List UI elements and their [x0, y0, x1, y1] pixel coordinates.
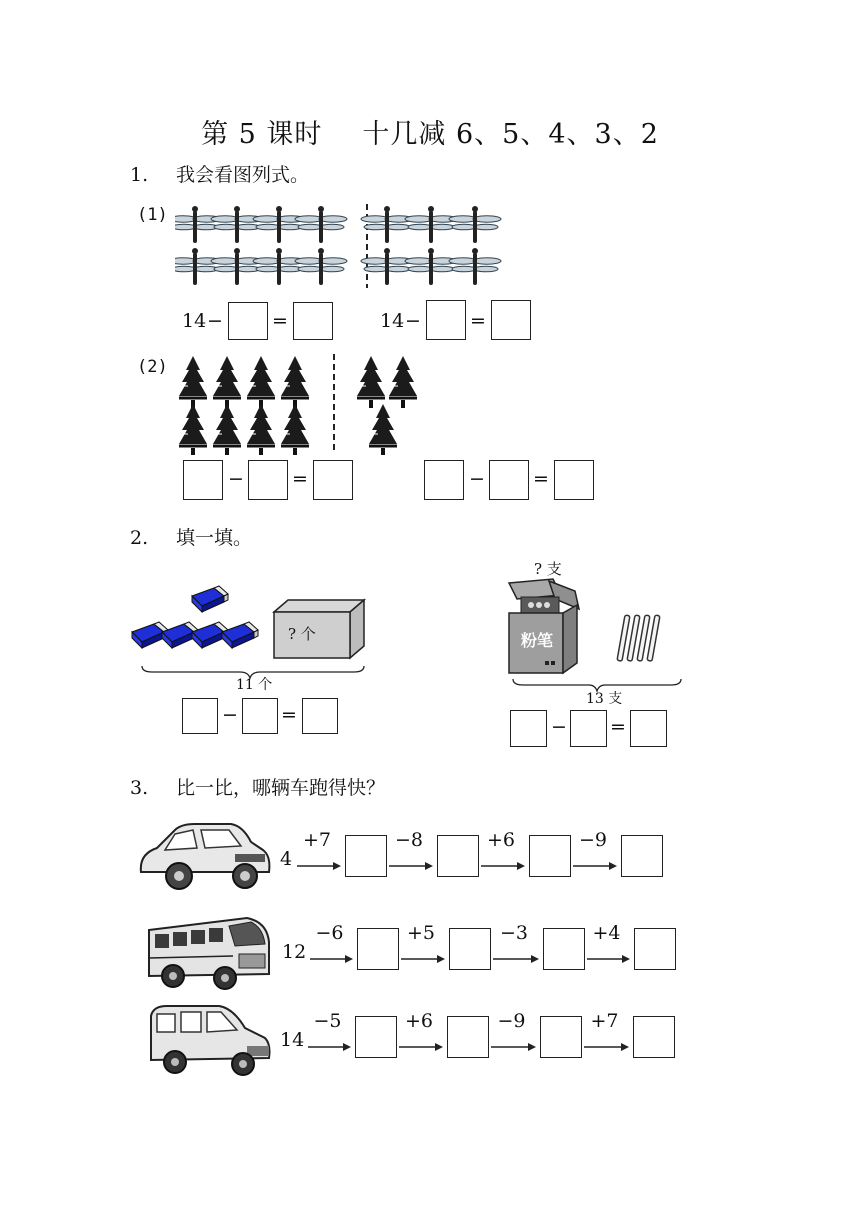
answer-box[interactable] [426, 300, 466, 340]
answer-box[interactable] [447, 1016, 489, 1058]
operation-label: −9 [497, 1010, 526, 1032]
answer-box[interactable] [554, 460, 594, 500]
answer-box[interactable] [313, 460, 353, 500]
chalk-box-label: 粉笔 [521, 631, 554, 650]
arrow [584, 1036, 631, 1055]
dragonfly-icon [253, 248, 305, 285]
arrow [310, 948, 355, 967]
answer-box[interactable] [357, 928, 399, 970]
operation-label: −9 [579, 829, 608, 851]
tree-group [175, 350, 435, 455]
question-text: 我会看图列式。 [176, 164, 310, 186]
operation-label: +6 [405, 1010, 434, 1032]
start-number: 14 [280, 1029, 305, 1051]
equals-sign: = [610, 716, 626, 738]
tree-icon [281, 356, 309, 408]
lesson-label: 第 5 课时 [201, 119, 323, 150]
question-number: 3. [130, 777, 149, 799]
dragonfly-icon [405, 248, 457, 285]
question-2-heading [130, 523, 252, 550]
tree-icon [179, 404, 207, 455]
tree-icon [179, 356, 207, 408]
eraser-icon [192, 586, 228, 612]
tree-icon [247, 356, 275, 408]
minus-sign: − [469, 468, 485, 490]
part-2-label: (2) [137, 357, 168, 377]
operation-label: +4 [592, 922, 621, 944]
arrow [481, 855, 527, 874]
answer-box[interactable] [449, 928, 491, 970]
dragonfly-icon [253, 206, 305, 243]
answer-box[interactable] [633, 1016, 675, 1058]
arrow [297, 855, 343, 874]
answer-box[interactable] [355, 1016, 397, 1058]
start-number: 4 [280, 848, 293, 870]
arrow [399, 1036, 445, 1055]
lesson-topic: 十几减 6、5、4、3、2 [362, 119, 659, 150]
equals-sign: = [533, 468, 549, 490]
question-number: 2. [130, 527, 149, 549]
answer-box[interactable] [302, 698, 338, 734]
bus-icon [143, 912, 273, 994]
arrow [493, 948, 541, 967]
answer-box[interactable] [228, 302, 268, 340]
equals-sign: = [272, 310, 288, 332]
tree-icon [357, 356, 385, 408]
answer-box[interactable] [437, 835, 479, 877]
operation-label: −5 [313, 1010, 342, 1032]
equals-sign: = [281, 704, 297, 726]
start-number: 12 [282, 941, 307, 963]
dragonfly-icon [449, 206, 501, 243]
answer-box[interactable] [248, 460, 288, 500]
question-text: 比一比，哪辆车跑得快？ [176, 777, 386, 799]
part-1-label: (1) [137, 205, 168, 225]
dragonfly-icon [211, 206, 263, 243]
arrow [389, 855, 435, 874]
dragonfly-icon [295, 206, 347, 243]
minus-sign: − [551, 716, 567, 738]
answer-box[interactable] [183, 460, 223, 500]
question-1-heading [130, 160, 309, 187]
answer-box[interactable] [345, 835, 387, 877]
dragonfly-group [175, 200, 515, 290]
tree-icon [247, 404, 275, 455]
answer-box[interactable] [489, 460, 529, 500]
total-label: 11 个 [236, 677, 273, 693]
tree-icon [213, 356, 241, 408]
minus-sign: − [207, 310, 223, 332]
answer-box[interactable] [570, 710, 607, 747]
worksheet-title [0, 112, 860, 151]
operation-label: −6 [315, 922, 344, 944]
equals-sign: = [470, 310, 486, 332]
tree-icon [281, 404, 309, 455]
van-icon [143, 1002, 273, 1080]
answer-box[interactable] [293, 302, 333, 340]
answer-box[interactable] [621, 835, 663, 877]
total-label: 13 支 [586, 691, 623, 707]
answer-box[interactable] [634, 928, 676, 970]
arrow [308, 1036, 353, 1055]
eraser-icon [222, 622, 258, 648]
minus-sign: − [405, 310, 421, 332]
car-icon [135, 820, 275, 895]
question-number: 1. [130, 164, 149, 186]
answer-box[interactable] [529, 835, 571, 877]
answer-box[interactable] [540, 1016, 582, 1058]
minuend-14: 14 [380, 310, 405, 332]
chalk-box-icon [509, 579, 579, 673]
operation-label: −8 [395, 829, 424, 851]
minuend-14: 14 [182, 310, 207, 332]
arrow [587, 948, 632, 967]
operation-label: +5 [407, 922, 436, 944]
dragonfly-icon [405, 206, 457, 243]
answer-box[interactable] [242, 698, 278, 734]
dragonfly-icon [175, 206, 221, 243]
tree-icon [369, 404, 397, 455]
arrow [573, 855, 619, 874]
dragonfly-icon [361, 248, 413, 285]
answer-box[interactable] [182, 698, 218, 734]
minus-sign: − [228, 468, 244, 490]
arrow [491, 1036, 538, 1055]
minus-sign: − [222, 704, 238, 726]
answer-box[interactable] [543, 928, 585, 970]
operation-label: −3 [500, 922, 529, 944]
dragonfly-icon [211, 248, 263, 285]
dragonfly-icon [175, 248, 221, 285]
chalk-sticks-icon [617, 615, 660, 661]
question-text: 填一填。 [176, 527, 253, 549]
arrow [401, 948, 447, 967]
box-label: ? 个 [288, 625, 316, 643]
answer-box[interactable] [510, 710, 547, 747]
answer-box[interactable] [424, 460, 464, 500]
dragonfly-icon [295, 248, 347, 285]
tree-icon [389, 356, 417, 408]
operation-label: +6 [487, 829, 516, 851]
dragonfly-icon [361, 206, 413, 243]
operation-label: +7 [303, 829, 332, 851]
equals-sign: = [292, 468, 308, 490]
question-3-heading [130, 773, 385, 800]
dragonfly-icon [449, 248, 501, 285]
answer-box[interactable] [491, 300, 531, 340]
chalk-count-label: ? 支 [534, 560, 562, 578]
tree-icon [213, 404, 241, 455]
answer-box[interactable] [630, 710, 667, 747]
operation-label: +7 [590, 1010, 619, 1032]
